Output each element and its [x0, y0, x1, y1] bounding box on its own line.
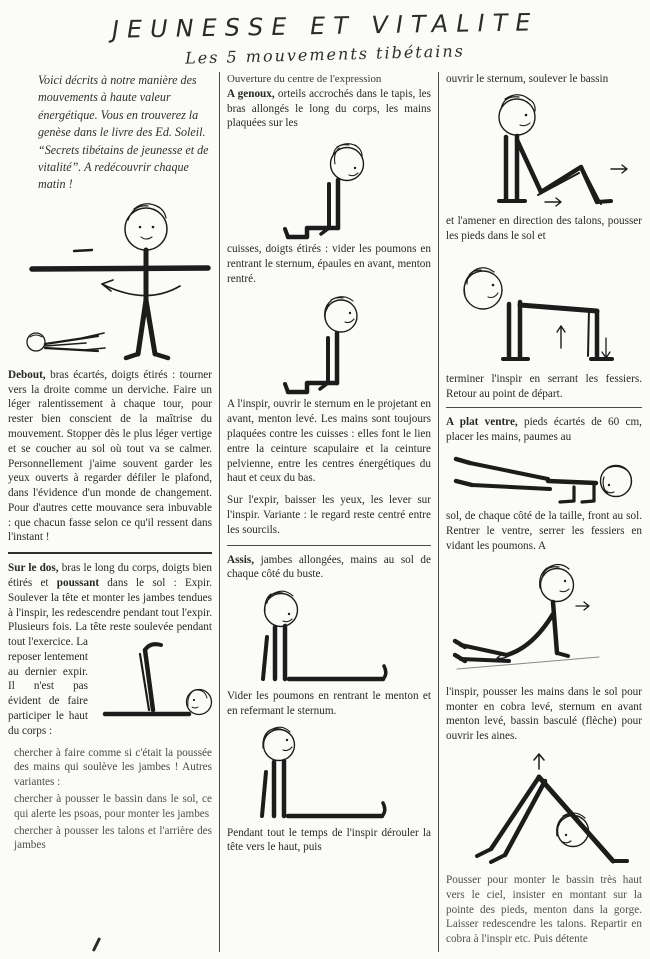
- opening-line: Ouverture du centre de l'expression: [227, 73, 382, 85]
- paragraph-inspir-sternum: A l'inspir, ouvrir le sternum en le projetant en avant, menton levé. Les mains sont toujours plaquées contre les cuisses : elles font le lien entre la ceinture scapulaire et la ceinture pelvienne, entre les centres énergétiques du haut et ceux du bas.: [227, 398, 431, 485]
- paragraph-pendant-inspir: Pendant tout le temps de l'inspir dérouler la tête vers le haut, puis: [227, 826, 431, 854]
- lead-a-genoux: A genoux,: [227, 87, 275, 100]
- variant-3: chercher à pousser les talons et l'arrière des jambes: [14, 824, 212, 852]
- text-plat-ventre: pieds écartés de 60 cm, placer les mains, paumes au: [446, 415, 642, 443]
- paragraph-plat-ventre: [446, 415, 642, 445]
- text-dos-poussant: poussant: [56, 577, 100, 589]
- stick-figure-cobra: [446, 559, 642, 681]
- paragraph-vider-poumons: Vider les poumons en rentrant le menton et en refermant le sternum.: [227, 690, 431, 717]
- variant-1: chercher à faire comme si c'était la poussée des mains qui soulève les jambes ! Autres variantes :: [14, 746, 212, 789]
- divider: [446, 407, 642, 408]
- text-dos-c: dans le sol : Expir. Soulever la tête et monter les jambes tendues à l'inspir, les redescendre pendant tout l'expir. Plusieurs fois. La tête reste soulevée pendant tout: [8, 577, 212, 649]
- text-a-genoux: orteils accrochés dans le tapis, les bras allongés le long du corps, les mains plaquées sur les: [227, 87, 431, 130]
- page-title: JEUNESSE ET VITALITE: [109, 8, 541, 44]
- column-3: [438, 72, 642, 952]
- paragraph-cuisses: cuisses, doigts étirés : vider les poumons en rentrant le sternum, épaules en avant, menton rentré.: [227, 243, 431, 285]
- lead-debout: Debout,: [8, 368, 46, 381]
- stick-figure-prone: [446, 449, 642, 505]
- stick-figure-sitting-head-up: [233, 726, 431, 824]
- paragraph-sol-taille: sol, de chaque côté de la taille, front au sol. Rentrer le ventre, serrer les fessiers en vidant les poumons. A: [446, 510, 642, 553]
- page-header: [8, 8, 642, 68]
- stick-figure-reverse-table-prep: [446, 92, 642, 210]
- lead-assis: Assis,: [227, 553, 255, 566]
- page-subtitle: Les 5 mouvements tibétains: [184, 41, 466, 68]
- column-1: [8, 72, 212, 952]
- paragraph-amener-talons: et l'amener en direction des talons, pousser les pieds dans le sol et: [446, 214, 642, 242]
- text-debout: bras écartés, doigts étirés : tourner vers la droite comme un derviche. Faire un léger ralentissement à chaque tour, pour rester bien conscient de la maîtrise du mouvement. Stopper dès le plus léger vertige et se coucher au sol où tout va se calmer. Personnellement j'aime souvent garder les yeux ouverts à regarder défiler le plafond, dans l'évidence d'un monde de changement. Pour d'autres cette mouvance sera inbuvable : que chacun fasse selon ce qu'il ressent dans l'instant !: [8, 368, 212, 544]
- lead-plat-ventre: A plat ventre,: [446, 415, 518, 428]
- stick-figure-legs-raised: [93, 638, 215, 730]
- paragraph-pousser-bassin: Pousser pour monter le bassin très haut vers le ciel, insister en montant sur la pointe des pieds, menton dans la gorge. Laisser redescendre les talons. Repartir en cobra à l'inspir etc. Puis détente: [446, 873, 642, 946]
- stick-figure-downward-dog: [446, 749, 642, 869]
- text-dos-d: l'exercice. La reposer lentement au dernier expir. Il n'est pas évident de faire participer le haut du corps :: [8, 636, 88, 737]
- intro-paragraph: Voici décrits à notre manière des mouvements à haute valeur énergétique. Vous en trouverez la genèse dans le livre des Ed. Soleil. “Secrets tibétains de jeunesse et de vitalité”. A redécouvrir chaque matin !: [38, 73, 209, 192]
- text-assis: jambes allongées, mains au sol de chaque côté du buste.: [227, 553, 431, 581]
- lead-sur-le-dos: Sur le dos,: [8, 562, 59, 575]
- three-column-layout: [8, 72, 642, 952]
- stick-figure-kneeling-head-down: [275, 138, 431, 240]
- paragraph-cobra: l'inspir, pousser les mains dans le sol pour monter en cobra levé, sternum en avant menton levé, bassin basculé (flèche) pour ouvrir les aines.: [446, 685, 642, 743]
- text-dos-a: bras le long du corps, doigts bien étirés et: [8, 562, 212, 589]
- divider: [227, 545, 431, 546]
- paragraph-terminer-inspir: terminer l'inspir en serrant les fessiers. Retour au point de départ.: [446, 373, 642, 401]
- paragraph-ouvrir-sternum: ouvrir le sternum, soulever le bassin: [446, 73, 609, 85]
- paragraph-sur-le-dos: [8, 561, 212, 738]
- stick-figure-sitting-head-down: [233, 589, 431, 687]
- paragraph-debout: [8, 368, 212, 545]
- stick-figure-kneeling-head-up: [275, 293, 431, 395]
- paragraph-assis: [227, 553, 431, 583]
- variant-2: chercher à pousser le bassin dans le sol, ce qui alerte les psoas, pour monter les jambes: [14, 792, 212, 820]
- column-2: [219, 72, 431, 952]
- divider: [8, 552, 212, 554]
- paragraph-expir-yeux: Sur l'expir, baisser les yeux, les lever sur l'inspir. Variante : le regard reste centré entre les sourcils.: [227, 494, 431, 536]
- stick-figure-reverse-table: [446, 248, 642, 368]
- paragraph-a-genoux: [227, 72, 431, 131]
- stick-figure-derviche: [8, 196, 212, 364]
